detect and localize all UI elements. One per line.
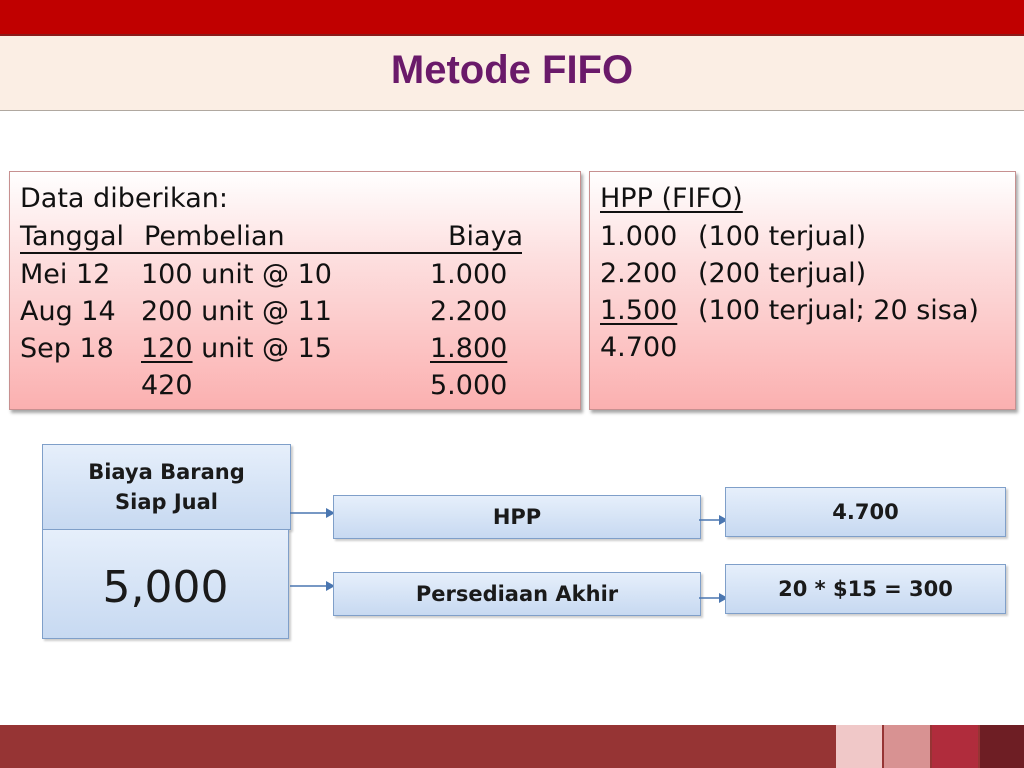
data-heading: Data diberikan: [20, 183, 228, 214]
bottom-square-4 [980, 725, 1024, 768]
hpp-line-2-note: (200 terjual) [698, 258, 867, 289]
slide-title: Metode FIFO [390, 48, 634, 92]
hpp-line-3-value: 1.500 [600, 295, 678, 326]
hpp-line-1-note: (100 terjual) [698, 221, 867, 252]
row-3-purchase: 120 unit @ 15 [141, 333, 332, 364]
arrow-to-hpp [290, 506, 336, 520]
column-header-date: Tanggal [20, 221, 125, 252]
hpp-line-1-value: 1.000 [600, 221, 678, 252]
cogs-value-box [725, 487, 1006, 537]
total-units: 420 [141, 370, 193, 401]
column-header-cost: Biaya [448, 221, 524, 252]
bottom-square-2 [884, 725, 930, 768]
row-3-date: Sep 18 [20, 333, 114, 364]
total-cost: 5.000 [430, 370, 508, 401]
ending-inventory-value: 20 * $15 = 300 [778, 577, 953, 601]
row-1-purchase: 100 unit @ 10 [141, 259, 332, 290]
purchase-data-box [9, 171, 581, 410]
header-underline [20, 252, 522, 254]
bottom-square-1 [836, 725, 882, 768]
ending-inventory-value-box [725, 564, 1006, 614]
goods-available-label: Biaya Barang Siap Jual [88, 459, 245, 514]
hpp-heading: HPP (FIFO) [600, 183, 743, 214]
goods-available-value: 5,000 [102, 562, 229, 613]
row-2-purchase: 200 unit @ 11 [141, 296, 332, 327]
ending-inventory-label: Persediaan Akhir [415, 582, 619, 606]
row-1-cost: 1.000 [430, 259, 508, 290]
row-3-cost: 1.800 [430, 333, 508, 364]
row-2-cost: 2.200 [430, 296, 508, 327]
cogs-label: HPP [492, 505, 542, 529]
row-2-date: Aug 14 [20, 296, 116, 327]
cogs-value: 4.700 [832, 500, 899, 524]
cogs-label-box [333, 495, 701, 539]
bottom-square-3 [932, 725, 978, 768]
top-accent-bar [0, 0, 1024, 36]
arrow-to-ending-inventory [290, 579, 336, 593]
hpp-fifo-box [589, 171, 1016, 410]
goods-available-value-box [42, 529, 289, 639]
goods-available-label-box [42, 444, 291, 530]
hpp-total: 4.700 [600, 332, 678, 363]
hpp-line-2-value: 2.200 [600, 258, 678, 289]
ending-inventory-label-box [333, 572, 701, 616]
hpp-line-3-note: (100 terjual; 20 sisa) [698, 295, 979, 326]
column-header-purchase: Pembelian [144, 221, 285, 252]
row-1-date: Mei 12 [20, 259, 111, 290]
